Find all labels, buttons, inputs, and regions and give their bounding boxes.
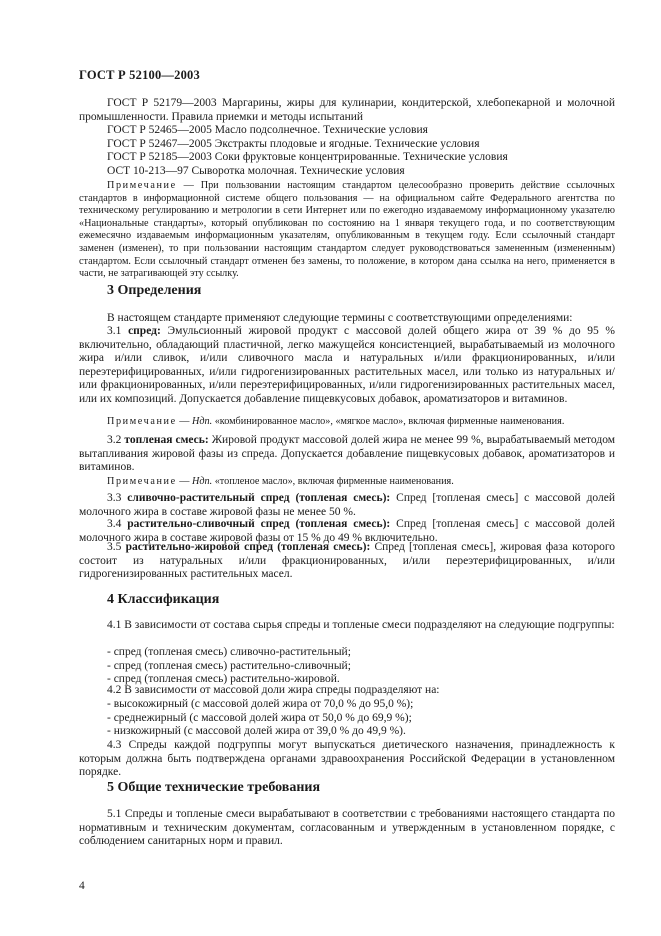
section-5-heading: 5 Общие технические требования [107, 780, 321, 795]
list-item: - спред (топленая смесь) растительно-жировой. [107, 673, 340, 686]
list-item: - спред (топленая смесь) сливочно-растительный; [107, 646, 351, 658]
page-number: 4 [79, 880, 85, 892]
definition-3-4: 3.4 растительно-сливочный спред (топленая смесь): Спред [топленая смесь] с массовой долей молочного жира в составе жировой фазы от 15 % до 49 % включительно. [79, 518, 616, 544]
definition-3-5: 3.5 растительно-жировой спред (топленая смесь): Спред [топленая смесь], жировая фаза которого состоит из натуральных и/или фракционированных, и/или переэтерифицированных, и/или гидрогенизированных растительных масел. [79, 541, 616, 581]
list-4-1 [79, 646, 615, 687]
reference-item: ОСТ 10-213—97 Сыворотка молочная. Технические условия [107, 164, 405, 177]
section-4-heading: 4 Классификация [107, 592, 220, 607]
reference-item: ГОСТ Р 52179—2003 Маргарины, жиры для кулинарии, кондитерской, хлебопекарной и молочной промышленности. Правила приемки и методы испытаний [79, 97, 616, 123]
list-item: - высокожирный (с массовой долей жира от 70,0 % до 95,0 %); [107, 698, 414, 710]
running-header: ГОСТ Р 52100—2003 [79, 68, 200, 82]
definition-3-2: 3.2 топленая смесь: Жировой продукт массовой долей жира не менее 99 %, вырабатываемый методом вытапливания жировой фазы из спреда. Допускается добавление пищевкусовых добавок, ароматизаторов и витаминов. [79, 434, 616, 474]
paragraph-4-2: 4.2 В зависимости от массовой доли жира спреды подразделяют на: [107, 684, 440, 696]
paragraph-4-1: 4.1 В зависимости от состава сырья спреды и топленые смеси подразделяют на следующие подгруппы: [107, 619, 615, 631]
list-4-2 [79, 698, 615, 739]
section-3-intro: В настоящем стандарте применяют следующие термины с соответствующими определениями: [107, 312, 573, 324]
section-3-heading: 3 Определения [107, 283, 202, 298]
reference-list [107, 124, 508, 178]
note-3-1: Примечание — Ндп. «комбинированное масло», «мягкое масло», включая фирменные наименования. [107, 416, 565, 427]
paragraph-4-3: 4.3 Спреды каждой подгруппы могут выпускаться диетического назначения, принадлежность к которым должна быть подтверждена органами здравоохранения Российской Федерации в установленном порядке. [79, 739, 615, 779]
list-item: - низкожирный (с массовой долей жира от 39,0 % до 49,9 %). [107, 725, 406, 738]
reference-item: ГОСТ Р 52185—2003 Соки фруктовые концентрированные. Технические условия [107, 151, 508, 164]
note-references: Примечание — При пользовании настоящим стандартом целесообразно проверить действие ссылочных стандартов в информационной системе общего пользования — на официальном сайте Федерального агентства по техническому регулированию и метрологии в сети Интернет или по ежегодно издаваемому информационному указателю «Национальные стандарты», который опубликован по состоянию на 1 января текущего года, и по соответствующим ежемесячно издаваемым информационным указателям, опубликованным в текущем году. Если ссылочный стандарт заменен (изменен), то при пользовании настоящим стандартом следует руководствоваться замененным (измененным) стандартом. Если ссылочный стандарт отменен без замены, то положение, в котором дана ссылка на него, применяется в части, не затрагивающей эту ссылку. [79, 180, 615, 280]
paragraph-5-1: 5.1 Спреды и топленые смеси вырабатывают в соответствии с требованиями настоящего стандарта по нормативным и техническим документам, согласованным и утвержденным в установленном порядке, с соблюдением санитарных норм и правил. [79, 808, 615, 848]
reference-item: ГОСТ Р 52467—2005 Экстракты плодовые и ягодные. Технические условия [107, 137, 480, 150]
definition-3-1: 3.1 спред: Эмульсионный жировой продукт с массовой долей общего жира от 39 % до 95 % включительно, обладающий пластичной, легко мажущейся консистенцией, вырабатываемый из молочного жира и/или сливок, и/или сливочного масла и натуральных и/или фракционированных, и/или переэтерифицированных, и/или гидрогенизированных растительных масел, или только из натуральных и/или фракционированных, и/или переэтерифицированных, и/или гидрогенизированных растительных масел, или их композиций. Допускается добавление пищевкусовых добавок, ароматизаторов и витаминов. [79, 325, 616, 405]
list-item: - среднежирный (с массовой долей жира от 50,0 % до 69,9 %); [107, 711, 412, 724]
reference-item: ГОСТ Р 52465—2005 Масло подсолнечное. Технические условия [107, 124, 428, 136]
definition-3-3: 3.3 сливочно-растительный спред (топленая смесь): Спред [топленая смесь] с массовой долей молочного жира в составе жировой фазы не менее 50 %. [79, 492, 616, 518]
list-item: - спред (топленая смесь) растительно-сливочный; [107, 659, 351, 672]
note-3-2: Примечание — Ндп. «топленое масло», включая фирменные наименования. [107, 476, 454, 487]
